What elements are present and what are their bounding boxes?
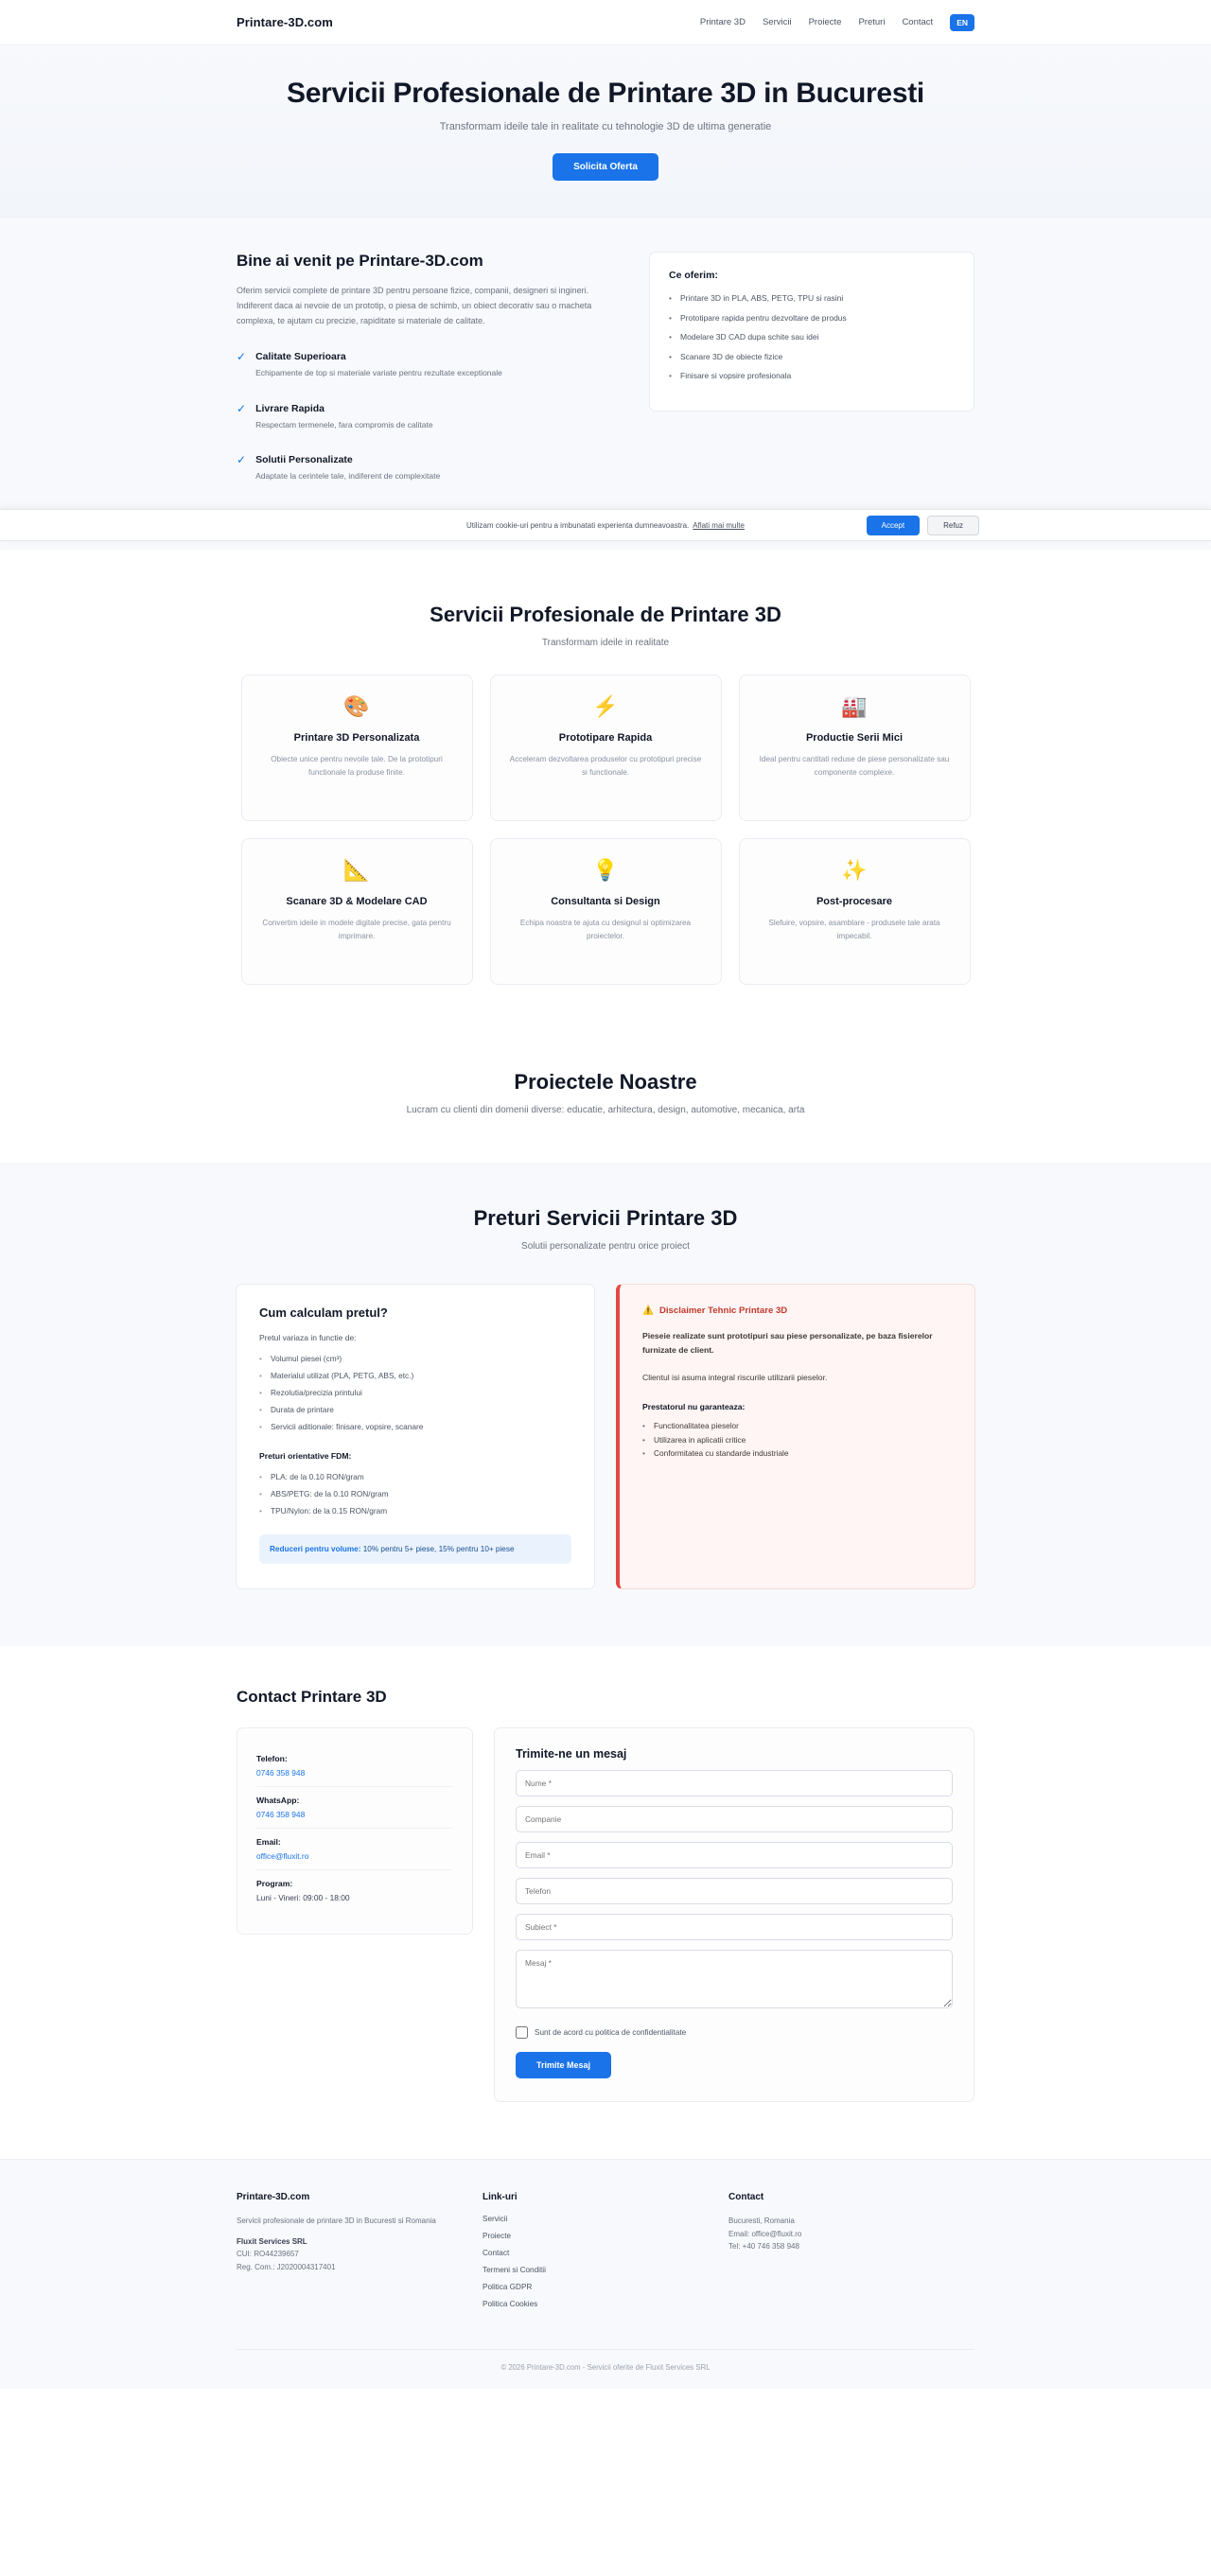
feature-item bbox=[237, 454, 615, 483]
contact-phone-block bbox=[256, 1745, 453, 1787]
offer-list-item: • Finisare si vopsire profesionala bbox=[669, 370, 955, 383]
site-header bbox=[0, 0, 1211, 45]
disclaimer-title-row bbox=[642, 1306, 952, 1316]
service-card[interactable] bbox=[739, 675, 971, 821]
guarantee-item: • Utilizarea in aplicatii critice bbox=[642, 1433, 952, 1447]
contact-program-value: Luni - Vineri: 09:00 - 18:00 bbox=[256, 1892, 350, 1902]
contact-phone-link[interactable]: 0746 358 948 bbox=[256, 1767, 306, 1778]
feature-item bbox=[237, 351, 615, 380]
main-navigation bbox=[700, 14, 974, 31]
contact-whatsapp-link[interactable]: 0746 358 948 bbox=[256, 1809, 306, 1819]
email-field[interactable] bbox=[516, 1842, 953, 1868]
services-subtitle: Transformam ideile in realitate bbox=[541, 638, 670, 649]
palette-icon: 🎨 bbox=[343, 694, 370, 719]
nav-item-servicii[interactable]: Servicii bbox=[762, 17, 792, 27]
contact-whatsapp-block bbox=[256, 1787, 453, 1829]
services-title: Servicii Profesionale de Printare 3D bbox=[430, 603, 781, 627]
service-card-title: Scanare 3D & Modelare CAD bbox=[286, 896, 428, 908]
factory-icon: 🏭 bbox=[841, 694, 868, 719]
hero-title: Servicii Profesionale de Printare 3D in Bucuresti bbox=[287, 78, 924, 109]
contact-info-card bbox=[237, 1727, 473, 1935]
site-logo[interactable]: Printare-3D.com bbox=[237, 15, 333, 29]
service-card[interactable] bbox=[739, 838, 971, 985]
footer-columns bbox=[237, 2192, 974, 2317]
projects-section bbox=[0, 1004, 1211, 1163]
offer-card-title: Ce oferim: bbox=[669, 270, 718, 281]
volume-discount-text: 10% pentru 5+ piese, 15% pentru 10+ piese bbox=[360, 1544, 515, 1553]
service-card-text: Ideal pentru cantitati reduse de piese personalizate sau componente complexe. bbox=[759, 755, 950, 778]
feature-text: Respectam termenele, fara compromis de calitate bbox=[255, 419, 433, 429]
service-card-title: Post-procesare bbox=[816, 896, 893, 908]
feature-text: Adaptate la cerintele tale, indiferent de complexitate bbox=[255, 471, 441, 482]
price-factor-item: • Servicii aditionale: finisare, vopsire, scanare bbox=[259, 1420, 571, 1433]
cookie-consent-banner bbox=[0, 509, 1211, 541]
footer-company-name: Fluxit Services SRL bbox=[237, 2236, 307, 2246]
price-calc-title: Cum calculam pretul? bbox=[259, 1306, 388, 1321]
service-card[interactable] bbox=[490, 675, 722, 821]
fdm-price-title: Preturi orientative FDM: bbox=[259, 1450, 352, 1461]
footer-link-servicii[interactable]: Servicii bbox=[483, 2214, 508, 2223]
cookie-text: Utilizam cookie-uri pentru a imbunatati experienta dumneavoastra. bbox=[466, 520, 690, 530]
projects-title: Proiectele Noastre bbox=[514, 1070, 697, 1095]
footer-links-title: Link-uri bbox=[483, 2191, 518, 2202]
footer-link-cookies[interactable]: Politica Cookies bbox=[483, 2299, 538, 2308]
footer-link-termeni[interactable]: Termeni si Conditii bbox=[483, 2265, 546, 2274]
intro-text-column bbox=[237, 252, 615, 483]
intro-paragraph: Oferim servicii complete de printare 3D pentru persoane fizice, companii, designeri si ingineri. Indiferent daca ai nevoie de un prototip, o piesa de schimb, un obiect decorativ sau o macheta complexa, te ajutam cu precizie, rapiditate si materiale de calitate. bbox=[237, 286, 592, 325]
fdm-price-list bbox=[259, 1470, 571, 1517]
price-factor-item: • Durata de printare bbox=[259, 1403, 571, 1416]
privacy-consent-checkbox[interactable] bbox=[516, 2026, 528, 2039]
fdm-price-item: • PLA: de la 0.10 RON/gram bbox=[259, 1470, 571, 1483]
feature-title: Calitate Superioara bbox=[255, 351, 346, 363]
cookie-learn-more-link[interactable]: Aflati mai multe bbox=[693, 520, 745, 530]
company-field[interactable] bbox=[516, 1806, 953, 1832]
feature-text: Echipamente de top si materiale variate pentru rezultate exceptionale bbox=[255, 368, 502, 378]
guarantee-title: Prestatorul nu garanteaza: bbox=[642, 1402, 746, 1412]
service-card-text: Acceleram dezvoltarea produselor cu prototipuri precise si functionale. bbox=[509, 755, 702, 778]
contact-phone-label: Telefon: bbox=[256, 1753, 288, 1763]
feature-title: Livrare Rapida bbox=[255, 402, 325, 414]
footer-link-contact[interactable]: Contact bbox=[483, 2248, 510, 2257]
nav-item-proiecte[interactable]: Proiecte bbox=[808, 17, 842, 27]
contact-section bbox=[0, 1646, 1211, 2159]
service-card[interactable] bbox=[490, 838, 722, 985]
price-calculation-card bbox=[236, 1284, 595, 1589]
price-calc-lead: Pretul variaza in functie de: bbox=[259, 1333, 357, 1343]
hero-section bbox=[0, 45, 1211, 218]
price-factor-item: • Volumul piesei (cm³) bbox=[259, 1352, 571, 1365]
service-card-title: Productie Serii Mici bbox=[805, 732, 904, 745]
contact-whatsapp-label: WhatsApp: bbox=[256, 1795, 300, 1805]
ruler-icon: 📐 bbox=[343, 858, 370, 883]
cookie-actions bbox=[867, 516, 979, 535]
nav-item-contact[interactable]: Contact bbox=[902, 17, 934, 27]
footer-copyright: © 2026 Printare-3D.com - Servicii oferite de Fluxit Services SRL bbox=[237, 2349, 974, 2372]
nav-item-printare-3d[interactable]: Printare 3D bbox=[699, 17, 746, 27]
lightning-icon: ⚡ bbox=[592, 694, 619, 719]
offer-list-item: • Printare 3D in PLA, ABS, PETG, TPU si rasini bbox=[669, 292, 955, 306]
message-field[interactable] bbox=[516, 1950, 953, 2008]
check-icon: ✓ bbox=[237, 453, 247, 467]
subject-field[interactable] bbox=[516, 1914, 953, 1940]
contact-program-block bbox=[256, 1870, 453, 1911]
footer-about-text: Servicii profesionale de printare 3D in Bucuresti si Romania bbox=[237, 2216, 436, 2225]
footer-link-proiecte[interactable]: Proiecte bbox=[483, 2231, 512, 2240]
service-card-text: Convertim ideile in modele digitale precise, gata pentru imprimare. bbox=[262, 919, 451, 941]
service-card-text: Obiecte unice pentru nevoile tale. De la prototipuri functionale la produse finite. bbox=[271, 755, 443, 778]
cookie-refuse-button[interactable]: Refuz bbox=[927, 516, 979, 535]
site-footer bbox=[0, 2159, 1211, 2389]
name-field[interactable] bbox=[516, 1770, 953, 1796]
footer-cui: CUI: RO44239657 bbox=[237, 2250, 299, 2259]
footer-about-column bbox=[237, 2192, 483, 2317]
offer-list bbox=[669, 292, 955, 383]
pricing-section bbox=[0, 1163, 1211, 1646]
service-card-title: Printare 3D Personalizata bbox=[293, 732, 420, 745]
footer-contact-column bbox=[728, 2192, 974, 2317]
pricing-subtitle: Solutii personalizate pentru orice proiect bbox=[521, 1241, 690, 1253]
footer-contact-email: Email: office@fluxit.ro bbox=[728, 2229, 802, 2238]
offer-list-item: • Modelare 3D CAD dupa schite sau idei bbox=[669, 331, 955, 344]
footer-link-gdpr[interactable]: Politica GDPR bbox=[483, 2282, 533, 2291]
sparkles-icon: ✨ bbox=[841, 858, 868, 883]
contact-title: Contact Printare 3D bbox=[237, 1687, 387, 1706]
price-factor-list bbox=[259, 1352, 571, 1433]
contact-columns bbox=[237, 1727, 974, 2102]
offer-list-item: • Scanare 3D de obiecte fizice bbox=[669, 351, 955, 364]
contact-email-link[interactable]: office@fluxit.ro bbox=[256, 1850, 309, 1861]
service-card[interactable] bbox=[241, 838, 473, 985]
feature-item bbox=[237, 403, 615, 432]
send-message-button[interactable]: Trimite Mesaj bbox=[516, 2052, 611, 2078]
guarantee-list bbox=[642, 1419, 952, 1461]
volume-discount-label: Reduceri pentru volume: bbox=[270, 1544, 361, 1553]
hero-subtitle: Transformam ideile tale in realitate cu tehnologie 3D de ultima generatie bbox=[439, 121, 772, 132]
projects-subtitle: Lucram cu clienti din domenii diverse: educatie, arhitectura, design, automotive, mecanica, arta bbox=[406, 1105, 805, 1116]
pricing-title: Preturi Servicii Printare 3D bbox=[473, 1206, 738, 1231]
service-card-title: Prototipare Rapida bbox=[558, 732, 653, 745]
request-offer-button[interactable]: Solicita Oferta bbox=[553, 153, 658, 181]
warning-icon: ⚠️ bbox=[642, 1306, 654, 1317]
contact-email-label: Email: bbox=[256, 1836, 281, 1847]
offer-card bbox=[649, 252, 974, 412]
feature-title: Solutii Personalizate bbox=[255, 454, 353, 466]
check-icon: ✓ bbox=[237, 401, 247, 415]
guarantee-item: • Functionalitatea pieselor bbox=[642, 1419, 952, 1433]
price-factor-item: • Materialul utilizat (PLA, PETG, ABS, etc.) bbox=[259, 1369, 571, 1382]
contact-inner bbox=[237, 1688, 974, 2102]
fdm-price-item: • TPU/Nylon: de la 0.15 RON/gram bbox=[259, 1504, 571, 1517]
technical-disclaimer-card bbox=[616, 1284, 975, 1589]
price-factor-item: • Rezolutia/precizia printului bbox=[259, 1386, 571, 1399]
service-card[interactable] bbox=[241, 675, 473, 821]
guarantee-item: • Conformitatea cu standarde industriale bbox=[642, 1446, 952, 1461]
offer-list-item: • Prototipare rapida pentru dezvoltare de produs bbox=[669, 312, 955, 325]
footer-links-column bbox=[483, 2192, 728, 2317]
service-card-text: Slefuire, vopsire, asamblare - produsele tale arata impecabil. bbox=[768, 919, 940, 941]
contact-form-title: Trimite-ne un mesaj bbox=[516, 1746, 627, 1761]
disclaimer-title: Disclaimer Tehnic Printare 3D bbox=[658, 1306, 788, 1317]
volume-discount-note bbox=[259, 1534, 571, 1564]
disclaimer-paragraph-1: Pieseie realizate sunt prototipuri sau piese personalizate, pe baza fisierelor furnizate de client. bbox=[642, 1331, 933, 1356]
footer-contact-location: Bucuresti, Romania bbox=[728, 2216, 795, 2225]
footer-reg: Reg. Com.: J2020004317401 bbox=[237, 2262, 336, 2271]
consent-row bbox=[516, 2026, 953, 2039]
contact-program-label: Program: bbox=[256, 1878, 293, 1888]
nav-item-preturi[interactable]: Preturi bbox=[858, 17, 886, 27]
service-card-text: Echipa noastra te ajuta cu designul si optimizarea proiectelor. bbox=[519, 919, 692, 941]
cookie-accept-button[interactable]: Accept bbox=[867, 516, 920, 535]
check-icon: ✓ bbox=[237, 350, 247, 364]
disclaimer-paragraph-2: Clientul isi asuma integral riscurile utilizarii pieselor. bbox=[642, 1373, 828, 1383]
fdm-price-item: • ABS/PETG: de la 0.10 RON/gram bbox=[259, 1487, 571, 1500]
contact-form-card bbox=[494, 1727, 974, 2102]
intro-title: Bine ai venit pe Printare-3D.com bbox=[237, 252, 483, 270]
language-switch-button[interactable]: EN bbox=[950, 14, 974, 31]
services-card-grid bbox=[0, 675, 1211, 985]
contact-email-block bbox=[256, 1829, 453, 1870]
pricing-columns bbox=[0, 1284, 1211, 1589]
footer-brand: Printare-3D.com bbox=[237, 2191, 310, 2202]
service-card-title: Consultanta si Design bbox=[551, 896, 660, 908]
services-section bbox=[0, 550, 1211, 1004]
footer-contact-phone: Tel: +40 746 358 948 bbox=[728, 2242, 799, 2252]
intro-section bbox=[0, 218, 1211, 550]
privacy-consent-label[interactable]: Sunt de acord cu politica de confidentialitate bbox=[535, 2027, 687, 2037]
footer-contact-title: Contact bbox=[728, 2191, 764, 2202]
phone-field[interactable] bbox=[516, 1878, 953, 1904]
lightbulb-icon: 💡 bbox=[592, 858, 619, 883]
